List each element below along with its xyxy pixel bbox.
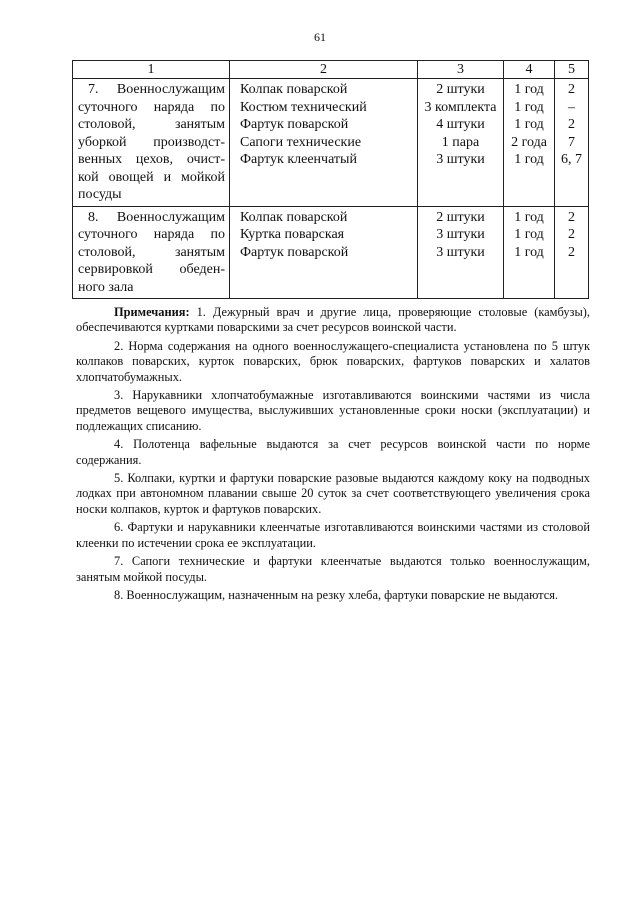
item-name: Костюм технический <box>240 99 367 115</box>
note-6: 6. Фартуки и нарукавники клеенчатые изготавливаются воинскими частями из столовой клеенки по истечении срока ее эксплуатации. <box>76 520 590 550</box>
item-name: Куртка поварская <box>240 227 345 242</box>
item-note-ref: 2 <box>568 244 575 260</box>
item-note-ref: 2 <box>568 227 575 242</box>
note-3: 3. Нарукавники хлопчатобумажные изготавливаются воинскими частями из числа предметов вещевого имущества, выслуживших установленные сроки носки (эксплуатации) и подлежащих списанию. <box>76 388 590 433</box>
item-period: 1 год <box>514 117 544 132</box>
category-line: столовой, занятым <box>78 117 225 132</box>
item-quantity: 2 штуки <box>436 82 485 97</box>
category-line: ного зала <box>78 279 134 295</box>
category-line: уборкой производст- <box>78 134 225 150</box>
note-7: 7. Сапоги технические и фартуки клеенчатые выдаются только военнослужащим, занятым мойкой посуды. <box>76 554 590 584</box>
item-quantity: 1 пара <box>441 134 480 150</box>
row-items <box>230 79 418 207</box>
item-quantity: 3 штуки <box>436 152 485 167</box>
category-line: суточного наряда по <box>78 99 225 115</box>
category-line: 8. Военнослужащим <box>88 209 225 225</box>
item-quantity: 3 штуки <box>436 227 485 242</box>
category-line: суточного наряда по <box>78 227 225 242</box>
note-1 <box>76 305 590 336</box>
item-name: Фартук клеенчатый <box>240 152 357 167</box>
note-2: 2. Норма содержания на одного военнослужащего-специалиста установлена по 5 штук колпаков поварских, курток поварских, брюк поварских, фартуков поварских и халатов хлопчатобумажных. <box>76 338 590 384</box>
item-quantity: 3 комплекта <box>424 99 497 115</box>
category-line: столовой, занятым <box>78 244 225 260</box>
item-period: 1 год <box>514 82 544 97</box>
header-col-1: 1 <box>73 61 230 79</box>
category-line: посуды <box>78 187 122 202</box>
item-quantity: 2 штуки <box>436 209 485 225</box>
row-quantities <box>418 206 504 299</box>
header-col-2: 2 <box>230 61 418 79</box>
item-note-ref: 2 <box>568 209 575 225</box>
notes-section <box>76 305 590 606</box>
row-periods <box>504 79 555 207</box>
item-period: 1 год <box>514 152 544 167</box>
item-quantity: 3 штуки <box>436 244 485 260</box>
item-quantity: 4 штуки <box>436 117 485 132</box>
row-notes <box>555 206 589 299</box>
clothing-norms-table <box>72 60 589 299</box>
header-col-5: 5 <box>555 61 589 79</box>
item-name: Фартук поварской <box>240 117 349 132</box>
item-period: 2 года <box>511 134 547 150</box>
item-period: 1 год <box>514 209 544 225</box>
item-period: 1 год <box>514 227 544 242</box>
category-line: кой овощей и мойкой <box>78 169 225 185</box>
row-notes <box>555 79 589 207</box>
item-period: 1 год <box>514 99 544 115</box>
table-row <box>73 206 589 299</box>
row-quantities <box>418 79 504 207</box>
item-name: Сапоги технические <box>240 134 362 150</box>
item-note-ref: – <box>568 99 575 115</box>
note-5: 5. Колпаки, куртки и фартуки поварские разовые выдаются каждому коку на подводных лодках при автономном плавании свыше 20 суток за счет соответствующего увеличения срока носки колпаков, курток и фартуков поварских. <box>76 471 590 516</box>
item-name: Фартук поварской <box>240 244 349 260</box>
row-periods <box>504 206 555 299</box>
row-items <box>230 206 418 299</box>
item-note-ref: 7 <box>568 134 575 150</box>
note-1-text: 1. Дежурный врач и другие лица, проверяющие столовые (камбузы), обеспечиваются куртками поварскими за счет ресурсов воинской части. <box>76 305 590 335</box>
item-name: Колпак поварской <box>240 209 348 225</box>
category-line: сервировкой обеден- <box>78 262 225 277</box>
table-row <box>73 79 589 207</box>
page-number: 61 <box>314 30 326 44</box>
category-line: 7. Военнослужащим <box>88 82 225 97</box>
notes-heading: Примечания: <box>114 305 190 319</box>
row-category <box>73 206 230 299</box>
header-col-4: 4 <box>504 61 555 79</box>
item-period: 1 год <box>514 244 544 260</box>
item-note-ref: 2 <box>568 117 575 132</box>
item-note-ref: 2 <box>568 82 575 97</box>
category-line: венных цехов, очист- <box>78 152 225 167</box>
note-4: 4. Полотенца вафельные выдаются за счет ресурсов воинской части по норме содержания. <box>76 437 590 467</box>
header-col-3: 3 <box>418 61 504 79</box>
item-note-ref: 6, 7 <box>561 152 582 167</box>
item-name: Колпак поварской <box>240 82 348 97</box>
row-category <box>73 79 230 207</box>
table-header-row <box>73 61 589 79</box>
note-8: 8. Военнослужащим, назначенным на резку хлеба, фартуки поварские не выдаются. <box>114 587 559 602</box>
